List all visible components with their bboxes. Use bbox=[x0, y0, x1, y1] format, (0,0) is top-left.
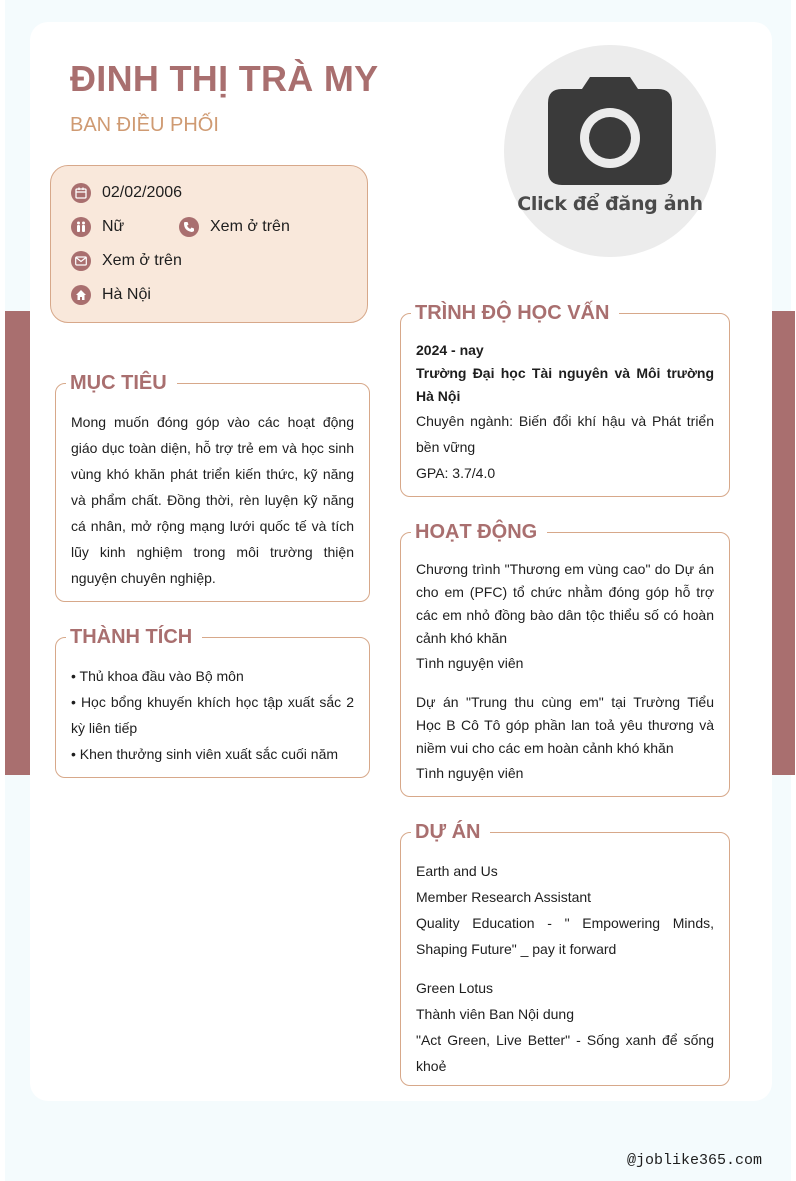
home-icon bbox=[71, 285, 91, 305]
projects-section bbox=[400, 821, 730, 1086]
education-period: 2024 - nay bbox=[416, 342, 484, 358]
project-description: "Act Green, Live Better" - Sống xanh để sống khoẻ bbox=[416, 1032, 714, 1074]
list-item bbox=[416, 858, 714, 962]
address-row bbox=[71, 285, 151, 305]
candidate-role: BAN ĐIỀU PHỐI bbox=[70, 114, 219, 136]
activity-description: Chương trình "Thương em vùng cao" do Dự án cho em (PFC) tổ chức nhằm đóng góp hỗ trợ các em nhỏ đồng bào dân tộc thiểu số có hoàn cảnh khó khăn bbox=[416, 561, 714, 646]
birthday-row bbox=[71, 183, 182, 203]
list-item: • Học bổng khuyến khích học tập xuất sắc 2 kỳ liên tiếp bbox=[71, 694, 354, 736]
education-major: Chuyên ngành: Biến đổi khí hậu và Phát triển bền vững bbox=[416, 413, 714, 455]
projects-title: DỰ ÁN bbox=[411, 819, 490, 845]
left-accent-band bbox=[5, 311, 30, 775]
education-gpa: GPA: 3.7/4.0 bbox=[416, 465, 496, 481]
education-school: Trường Đại học Tài nguyên và Môi trường Hà Nội bbox=[416, 365, 714, 404]
phone-value: Xem ở trên bbox=[210, 218, 290, 235]
achievements-section bbox=[55, 626, 370, 778]
list-item: • Thủ khoa đầu vào Bộ môn bbox=[71, 668, 244, 684]
activities-section bbox=[400, 521, 730, 797]
achievements-list bbox=[71, 663, 354, 767]
project-name: Green Lotus bbox=[416, 980, 494, 996]
project-name: Earth and Us bbox=[416, 863, 498, 879]
activity-description: Dự án "Trung thu cùng em" tại Trường Tiểu Học B Cô Tô góp phần lan toả yêu thương và niềm vui cho các em hoàn cảnh khó khăn bbox=[416, 694, 714, 756]
birthday-value: 02/02/2006 bbox=[102, 184, 183, 201]
gender-row bbox=[71, 217, 124, 237]
list-item bbox=[416, 691, 714, 785]
address-value: Hà Nội bbox=[102, 286, 151, 303]
contact-info-box bbox=[50, 165, 368, 323]
activities-list bbox=[416, 558, 714, 785]
gender-icon bbox=[71, 217, 91, 237]
project-role: Member Research Assistant bbox=[416, 889, 592, 905]
activity-role: Tình nguyện viên bbox=[416, 765, 524, 781]
objective-section bbox=[55, 372, 370, 602]
achievements-title: THÀNH TÍCH bbox=[66, 624, 202, 650]
photo-upload[interactable] bbox=[504, 45, 716, 257]
camera-icon bbox=[546, 75, 674, 187]
objective-text: Mong muốn đóng góp vào các hoạt động giáo dục toàn diện, hỗ trợ trẻ em và học sinh vùng khó khăn phát triển kiến thức, kỹ năng và phẩm chất. Đồng thời, rèn luyện kỹ năng cá nhân, mở rộng mạng lưới quốc tế và tích lũy kinh nghiệm trong môi trường thiện nguyện chuyên nghiệp. bbox=[71, 414, 354, 586]
phone-row bbox=[179, 217, 290, 237]
education-section bbox=[400, 302, 730, 497]
education-body bbox=[416, 339, 714, 486]
list-item bbox=[416, 558, 714, 675]
calendar-icon bbox=[71, 183, 91, 203]
email-value: Xem ở trên bbox=[102, 252, 182, 269]
objective-title: MỤC TIÊU bbox=[66, 370, 177, 396]
candidate-name: ĐINH THỊ TRÀ MY bbox=[70, 58, 379, 99]
photo-upload-label: Click để đăng ảnh bbox=[517, 193, 703, 215]
phone-icon bbox=[179, 217, 199, 237]
email-row bbox=[71, 251, 182, 271]
project-description: Quality Education - " Empowering Minds, Shaping Future" _ pay it forward bbox=[416, 915, 714, 957]
gender-value: Nữ bbox=[102, 218, 125, 235]
envelope-icon bbox=[71, 251, 91, 271]
list-item bbox=[416, 975, 714, 1079]
activity-role: Tình nguyện viên bbox=[416, 655, 524, 671]
watermark: @joblike365.com bbox=[627, 1152, 763, 1169]
activities-title: HOẠT ĐỘNG bbox=[411, 519, 547, 545]
right-accent-band bbox=[772, 311, 795, 775]
projects-list bbox=[416, 858, 714, 1079]
project-role: Thành viên Ban Nội dung bbox=[416, 1006, 574, 1022]
list-item: • Khen thưởng sinh viên xuất sắc cuối năm bbox=[71, 746, 339, 762]
education-title: TRÌNH ĐỘ HỌC VẤN bbox=[411, 300, 619, 326]
